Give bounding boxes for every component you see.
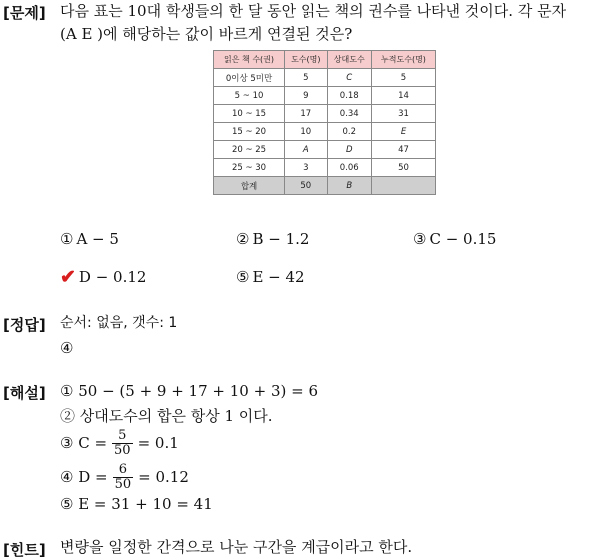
fraction	[113, 463, 134, 492]
question-tag: [문제]	[3, 4, 46, 22]
answer-tag: [정답]	[3, 316, 46, 334]
table-cell: 5 ~ 10	[214, 87, 285, 105]
table-cell: 0.18	[327, 87, 372, 105]
choice-2[interactable]	[236, 229, 309, 249]
choice-number: ②	[236, 230, 250, 248]
table-cell: 0.34	[327, 105, 372, 123]
fraction	[112, 429, 133, 458]
frequency-table	[213, 50, 436, 195]
explanation-line-2: ② 상대도수의 합은 항상 1 이다.	[60, 407, 273, 425]
explanation-line-3	[60, 427, 179, 459]
fraction-numerator: 6	[113, 463, 134, 478]
table-cell: D	[327, 141, 372, 159]
table-cell: 25 ~ 30	[214, 159, 285, 177]
answer-value: ④	[60, 339, 74, 357]
hint-tag: [힌트]	[3, 541, 46, 559]
table-row	[214, 69, 436, 87]
question-line-1: 다음 표는 10대 학생들의 한 달 동안 읽는 책의 권수를 나타낸 것이다. 각 문자	[60, 2, 567, 20]
table-cell	[372, 177, 436, 195]
table-cell: 0이상 5미만	[214, 69, 285, 87]
table-cell: 50	[285, 177, 327, 195]
table-cell: 50	[372, 159, 436, 177]
table-cell: 합계	[214, 177, 285, 195]
table-row	[214, 105, 436, 123]
table-cell: 17	[285, 105, 327, 123]
table-cell: E	[372, 123, 436, 141]
explanation-line-5: ⑤ E = 31 + 10 = 41	[60, 495, 213, 513]
table-cell: 0.2	[327, 123, 372, 141]
table-cell: 47	[372, 141, 436, 159]
table-header-cell: 도수(명)	[285, 51, 327, 69]
answer-order-count: 순서: 없음, 갯수: 1	[60, 315, 178, 331]
table-cell: 15 ~ 20	[214, 123, 285, 141]
table-header-row	[214, 51, 436, 69]
choice-text: E − 42	[252, 268, 305, 286]
choice-number: ③	[413, 230, 427, 248]
table-cell: 0.06	[327, 159, 372, 177]
choice-number: ⑤	[236, 268, 250, 286]
formula-prefix: ③ C =	[60, 434, 108, 452]
table-cell: 31	[372, 105, 436, 123]
table-cell: 10	[285, 123, 327, 141]
fraction-denominator: 50	[114, 476, 132, 492]
table-cell: C	[327, 69, 372, 87]
table-row	[214, 141, 436, 159]
choice-1[interactable]	[60, 229, 119, 249]
choice-5[interactable]	[236, 267, 305, 287]
table-total-row	[214, 177, 436, 195]
checkmark-icon: ✔	[60, 266, 76, 288]
choice-text: B − 1.2	[252, 230, 310, 248]
formula-prefix: ④ D =	[60, 468, 108, 486]
table-cell: 3	[285, 159, 327, 177]
table-cell: A	[285, 141, 327, 159]
choice-4[interactable]	[60, 267, 146, 287]
table-header-cell: 누적도수(명)	[372, 51, 436, 69]
table-cell: 5	[285, 69, 327, 87]
explanation-tag: [해설]	[3, 384, 46, 402]
table-row	[214, 123, 436, 141]
table-header-cell: 상대도수	[327, 51, 372, 69]
choice-text: D − 0.12	[78, 268, 147, 286]
choice-text: C − 0.15	[429, 230, 497, 248]
table-cell: 20 ~ 25	[214, 141, 285, 159]
explanation-line-1: ① 50 − (5 + 9 + 17 + 10 + 3) = 6	[60, 382, 318, 400]
table-cell: 5	[372, 69, 436, 87]
table-row	[214, 159, 436, 177]
table-cell: 9	[285, 87, 327, 105]
table-row	[214, 87, 436, 105]
hint-text: 변량을 일정한 간격으로 나눈 구간을 계급이라고 한다.	[60, 538, 413, 556]
fraction-denominator: 50	[114, 442, 131, 458]
choice-3[interactable]	[413, 229, 496, 249]
table-cell: 14	[372, 87, 436, 105]
formula-suffix: = 0.1	[137, 434, 179, 452]
formula-suffix: = 0.12	[138, 468, 189, 486]
choice-text: A − 5	[76, 230, 119, 248]
fraction-numerator: 5	[112, 429, 133, 444]
question-line-2: (A E )에 해당하는 값이 바르게 연결된 것은?	[60, 25, 353, 43]
explanation-line-4	[60, 461, 189, 493]
choice-number: ①	[60, 230, 74, 248]
table-cell: B	[327, 177, 372, 195]
table-header-cell: 읽은 책 수(권)	[214, 51, 285, 69]
table-cell: 10 ~ 15	[214, 105, 285, 123]
